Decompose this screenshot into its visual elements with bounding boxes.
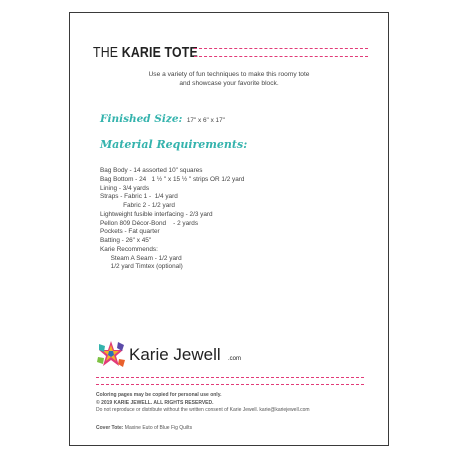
list-item: Bag Body - 14 assorted 10" squares [100,167,203,174]
list-item: 1/2 yard Timtex (optional) [100,263,183,271]
footer-divider-bottom [96,384,364,385]
logo-suffix: .com [228,356,242,362]
footer-line-4 [96,416,192,434]
footer-line-2: © 2019 KARIE JEWELL. ALL RIGHTS RESERVED. [96,400,214,406]
materials-heading: Material Requirements: [100,138,248,151]
footer-line-3: Do not reproduce or distribute without the written consent of Karie Jewell. karie@kariejewell.com [96,407,310,413]
page-title [93,45,198,61]
finished-size-value: 17" x 6" x 17" [186,117,225,124]
star-quilt-icon [96,339,126,369]
title-bold: KARIE TOTE [121,45,198,61]
list-item: Pellon 809 Décor-Bond - 2 yards [100,219,199,227]
intro-line-1: Use a variety of fun techniques to make this roomy tote [148,71,310,78]
title-divider-bottom [194,56,368,57]
list-item: Batting - 26" x 45" [100,237,152,244]
list-item: Lining - 3/4 yards [100,184,150,192]
list-item: Bag Bottom - 24 1 ½ " x 15 ½ " strips OR 1/2 yard [100,175,245,183]
list-item: Pockets - Fat quarter [100,228,160,236]
cover-tote-label: Cover Tote: [96,425,124,431]
pattern-page [69,12,389,446]
list-item: Karie Recommends: [100,245,158,253]
cover-tote-value: Maxine Euto of Blue Fig Quilts [123,425,193,431]
list-item: Fabric 2 - 1/2 yard [100,202,175,209]
finished-size-label: Finished Size: [100,113,183,125]
list-item: Straps - Fabric 1 - 1/4 yard [100,193,178,201]
footer-line-1: Coloring pages may be copied for personal use only. [96,392,222,398]
intro-line-2: and showcase your favorite block. [179,80,279,87]
title-light: THE [93,45,119,61]
list-item: Lightweight fusible interfacing - 2/3 yard [100,210,213,218]
list-item: Steam A Seam - 1/2 yard [100,254,182,262]
title-divider-top [194,48,368,49]
finished-size [100,109,225,127]
footer-divider-top [96,377,364,378]
logo-text: Karie Jewell [129,345,221,364]
materials-list [100,167,245,272]
